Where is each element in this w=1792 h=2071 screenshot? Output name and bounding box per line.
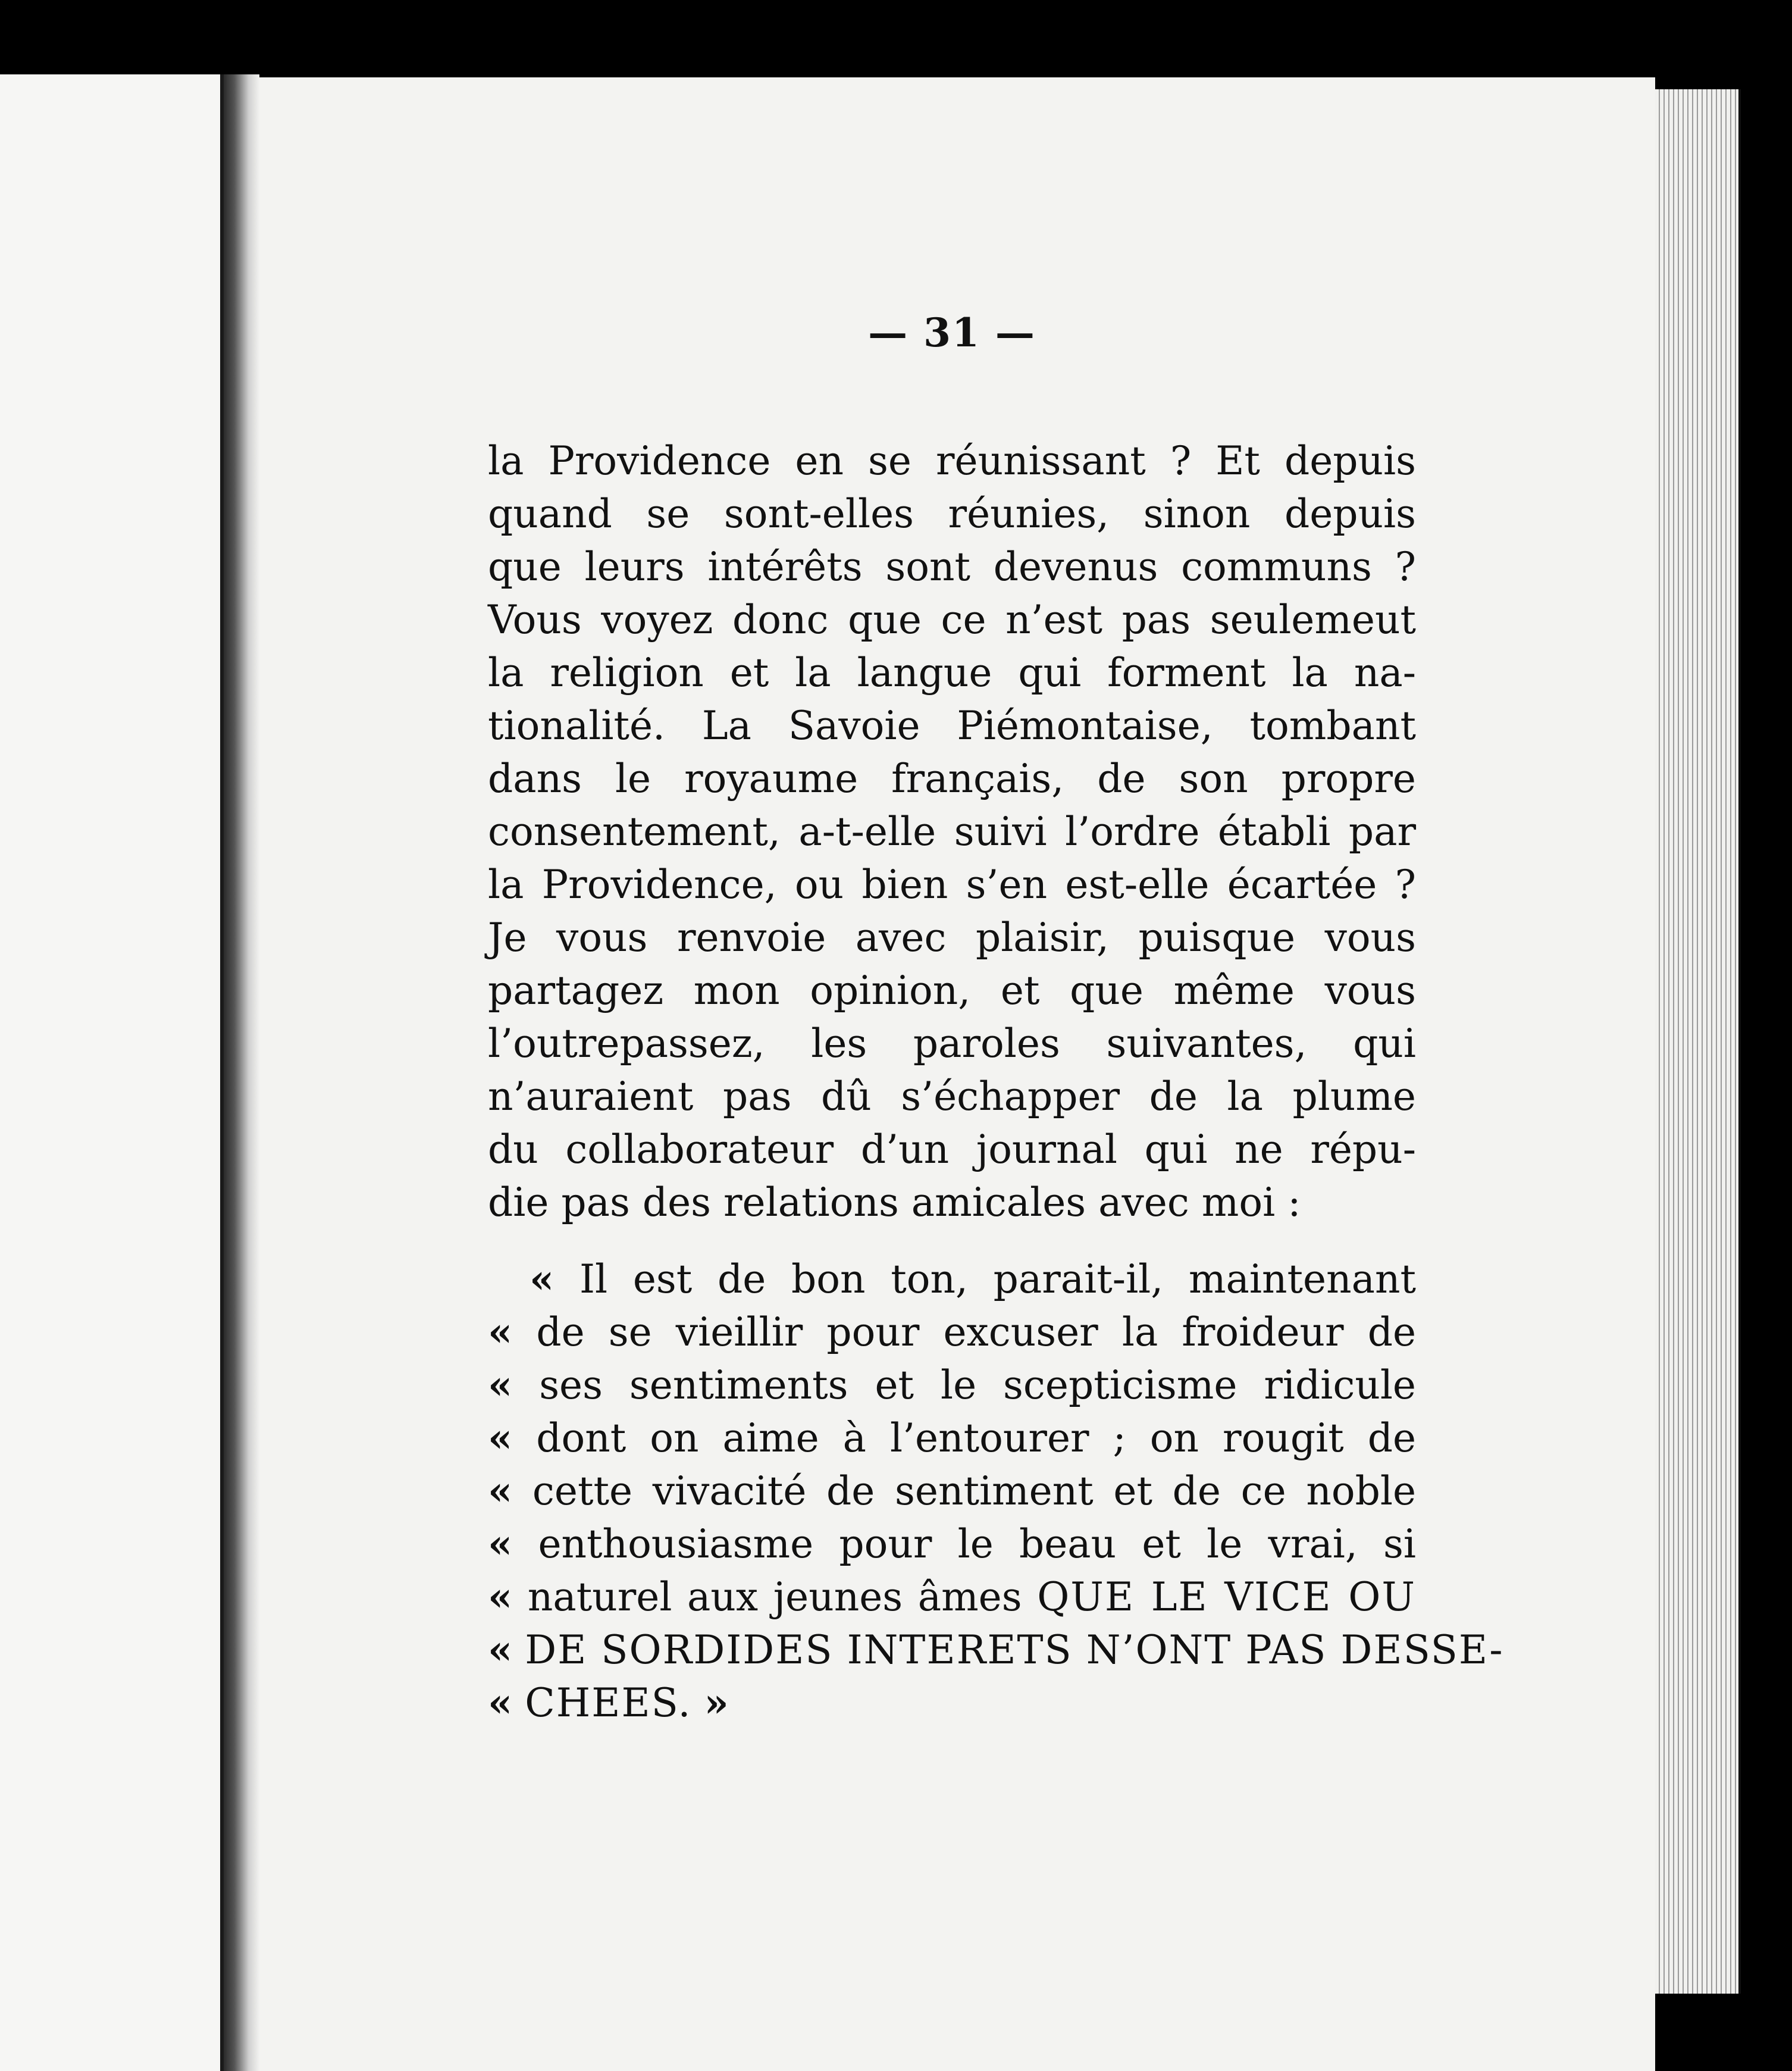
quote-line [488,1359,1416,1412]
paragraph-line: consentement, a-t-elle suivi l’ordre établi par [488,809,1416,855]
quote-mark: « [488,1362,513,1408]
quote-line [488,1306,1416,1359]
quote-small-caps: CHEES. [525,1680,692,1726]
quote-line [488,1571,1416,1623]
paragraph-line: du collaborateur d’un journal qui ne répu- [488,1127,1416,1172]
paragraph-line: tionalité. La Savoie Piémontaise, tombant [488,703,1416,749]
quotation [488,1253,1504,1729]
paragraph-line: que leurs intérêts sont devenus communs ? [488,544,1416,590]
quote-small-caps: QUE LE VICE OU [1037,1574,1417,1620]
quote-line [488,1253,1416,1306]
paragraph-line: quand se sont-elles réunies, sinon depuis [488,491,1416,537]
body-text [488,434,1504,1729]
quote-mark: « [530,1256,554,1302]
quote-line [488,1518,1416,1571]
quote-line [488,1412,1416,1465]
quote-text: de se vieillir pour excuser la froideur de [536,1309,1416,1355]
paragraph-line: la Providence en se réunissant ? Et depuis [488,438,1416,484]
left-page [0,74,224,2071]
quote-text: cette vivacité de sentiment et de ce noble [532,1468,1417,1514]
paragraph-line: partagez mon opinion, et que même vous [488,968,1416,1013]
quote-line [488,1623,1504,1676]
quote-mark: « [488,1573,513,1620]
paragraph-line: l’outrepassez, les paroles suivantes, qui [488,1021,1416,1066]
quote-small-caps: DE SORDIDES INTERETS N’ONT PAS DESSE- [525,1627,1504,1673]
quote-close-mark: » [704,1679,729,1726]
quote-text: naturel aux jeunes âmes [527,1574,1022,1620]
quote-mark: « [488,1415,513,1461]
book-gutter [224,74,259,2071]
paragraph-line: Je vous renvoie avec plaisir, puisque vous [488,915,1416,961]
quote-mark: « [488,1468,513,1514]
paragraph [488,434,1416,1229]
paragraph-line: die pas des relations amicales avec moi : [488,1180,1301,1225]
quote-mark: « [488,1626,513,1673]
page-number: — 31 — [868,309,1036,356]
paragraph-line: la religion et la langue qui forment la na- [488,650,1416,696]
quote-mark: « [488,1521,513,1567]
page-edge-stack [1655,89,1741,1994]
paragraph-line: la Providence, ou bien s’en est-elle écartée ? [488,862,1416,908]
paragraph-line: Vous voyez donc que ce n’est pas seulemeut [488,597,1416,643]
quote-text: enthousiasme pour le beau et le vrai, si [538,1521,1416,1567]
quote-mark: « [488,1679,513,1726]
quote-text: Il est de bon ton, parait-il, maintenant [579,1256,1416,1302]
quote-text: ses sentiments et le scepticisme ridicule [539,1362,1416,1408]
paragraph-line: dans le royaume français, de son propre [488,756,1416,802]
paragraph-line: n’auraient pas dû s’échapper de la plume [488,1074,1416,1119]
quote-line [488,1676,1416,1729]
quote-spacer [488,1229,1416,1253]
quote-mark: « [488,1309,513,1355]
quote-line [488,1465,1416,1518]
quote-text: dont on aime à l’entourer ; on rougit de [536,1415,1417,1461]
